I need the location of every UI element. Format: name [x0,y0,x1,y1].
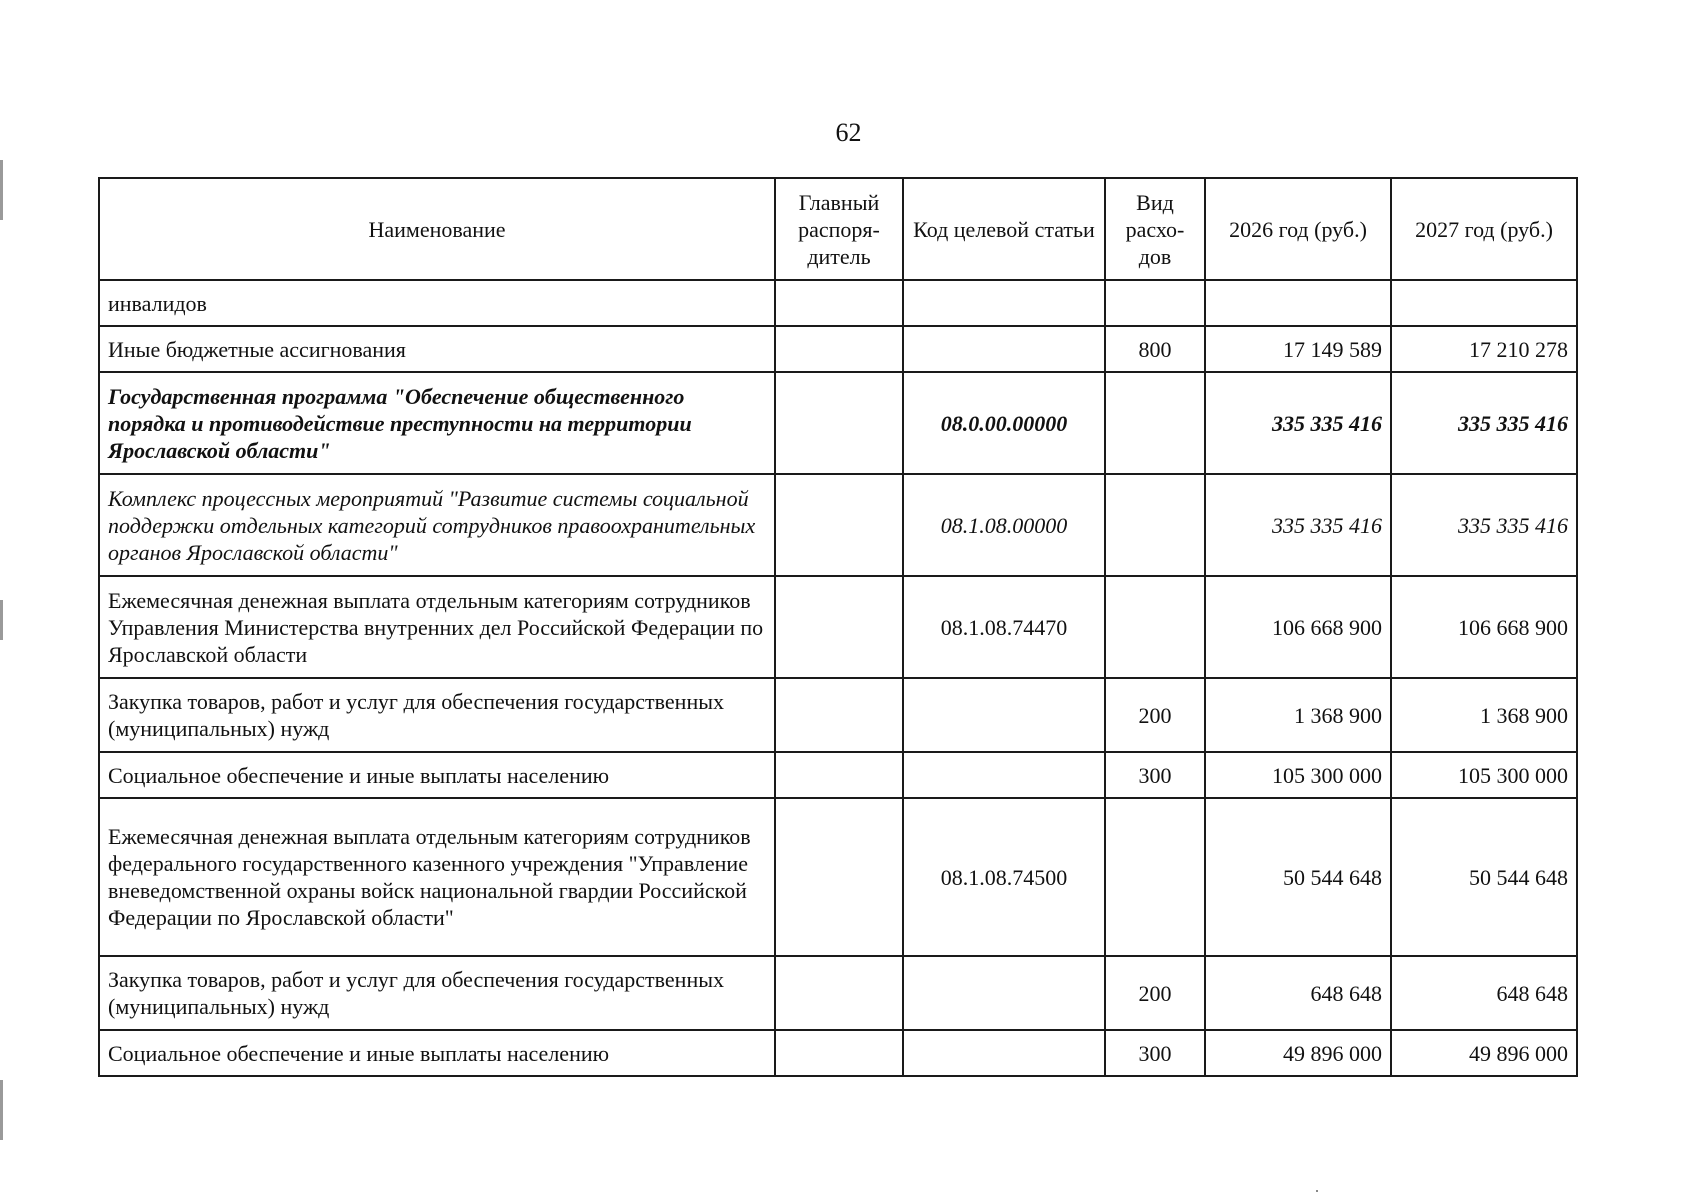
header-target-code: Код целевой статьи [903,178,1105,280]
cell-year-2027: 49 896 000 [1391,1030,1577,1076]
cell-expense-type: 200 [1105,956,1205,1030]
cell-target-code [903,678,1105,752]
cell-name: Комплекс процессных мероприятий "Развитие системы социальной поддержки отдельных категорий сотрудников правоохранительных органов Ярославской области" [99,474,775,576]
cell-year-2026: 335 335 416 [1205,372,1391,474]
cell-main-manager [775,798,903,956]
cell-target-code [903,280,1105,326]
cell-name: Иные бюджетные ассигнования [99,326,775,372]
cell-year-2026: 17 149 589 [1205,326,1391,372]
cell-year-2027: 648 648 [1391,956,1577,1030]
cell-year-2026: 105 300 000 [1205,752,1391,798]
cell-name: Закупка товаров, работ и услуг для обеспечения государственных (муниципальных) нужд [99,678,775,752]
cell-expense-type [1105,798,1205,956]
cell-main-manager [775,372,903,474]
header-main-manager: Главный распоря-дитель [775,178,903,280]
cell-year-2026 [1205,280,1391,326]
table-row [99,1030,1577,1076]
table-row [99,956,1577,1030]
cell-expense-type: 800 [1105,326,1205,372]
cell-year-2026: 106 668 900 [1205,576,1391,678]
budget-table [98,177,1578,1077]
cell-main-manager [775,474,903,576]
table-header-row [99,178,1577,280]
table-row [99,752,1577,798]
cell-year-2027: 106 668 900 [1391,576,1577,678]
cell-year-2026: 335 335 416 [1205,474,1391,576]
cell-expense-type [1105,372,1205,474]
cell-year-2027: 1 368 900 [1391,678,1577,752]
cell-name: Закупка товаров, работ и услуг для обеспечения государственных (муниципальных) нужд [99,956,775,1030]
cell-year-2026: 50 544 648 [1205,798,1391,956]
table-row-subprogram [99,474,1577,576]
cell-target-code: 08.1.08.74470 [903,576,1105,678]
cell-target-code [903,956,1105,1030]
scan-edge-mark [0,600,3,640]
header-expense-type: Вид расхо-дов [1105,178,1205,280]
cell-year-2027: 50 544 648 [1391,798,1577,956]
scan-edge-mark [0,160,3,220]
header-name: Наименование [99,178,775,280]
cell-main-manager [775,1030,903,1076]
header-year-2026: 2026 год (руб.) [1205,178,1391,280]
cell-main-manager [775,280,903,326]
cell-year-2026: 49 896 000 [1205,1030,1391,1076]
cell-year-2027: 335 335 416 [1391,474,1577,576]
cell-target-code [903,1030,1105,1076]
cell-main-manager [775,752,903,798]
cell-target-code: 08.0.00.00000 [903,372,1105,474]
cell-main-manager [775,576,903,678]
cell-name: Ежемесячная денежная выплата отдельным категориям сотрудников Управления Министерства внутренних дел Российской Федерации по Ярославской области [99,576,775,678]
cell-target-code [903,752,1105,798]
table-row [99,576,1577,678]
table-row [99,798,1577,956]
cell-name: Ежемесячная денежная выплата отдельным категориям сотрудников федерального государственного казенного учреждения "Управление вневедомственной охраны войск национальной гвардии Российской Федерации по Ярославской области" [99,798,775,956]
cell-year-2027 [1391,280,1577,326]
cell-year-2027: 105 300 000 [1391,752,1577,798]
cell-year-2027: 335 335 416 [1391,372,1577,474]
cell-expense-type: 200 [1105,678,1205,752]
cell-name: Социальное обеспечение и иные выплаты населению [99,1030,775,1076]
cell-target-code: 08.1.08.74500 [903,798,1105,956]
cell-year-2026: 648 648 [1205,956,1391,1030]
cell-year-2027: 17 210 278 [1391,326,1577,372]
cell-main-manager [775,678,903,752]
page-number: 62 [835,118,862,147]
cell-expense-type: 300 [1105,1030,1205,1076]
cell-expense-type [1105,280,1205,326]
table-row-program [99,372,1577,474]
cell-name: Государственная программа "Обеспечение общественного порядка и противодействие преступности на территории Ярославской области" [99,372,775,474]
cell-expense-type [1105,474,1205,576]
table-row [99,280,1577,326]
cell-name: инвалидов [99,280,775,326]
cell-year-2026: 1 368 900 [1205,678,1391,752]
scan-edge-mark [0,1080,3,1140]
cell-main-manager [775,956,903,1030]
cell-name: Социальное обеспечение и иные выплаты населению [99,752,775,798]
cell-expense-type: 300 [1105,752,1205,798]
header-year-2027: 2027 год (руб.) [1391,178,1577,280]
cell-target-code: 08.1.08.00000 [903,474,1105,576]
scan-speck [1316,1190,1318,1192]
cell-target-code [903,326,1105,372]
cell-expense-type [1105,576,1205,678]
table-row [99,326,1577,372]
cell-main-manager [775,326,903,372]
table-row [99,678,1577,752]
